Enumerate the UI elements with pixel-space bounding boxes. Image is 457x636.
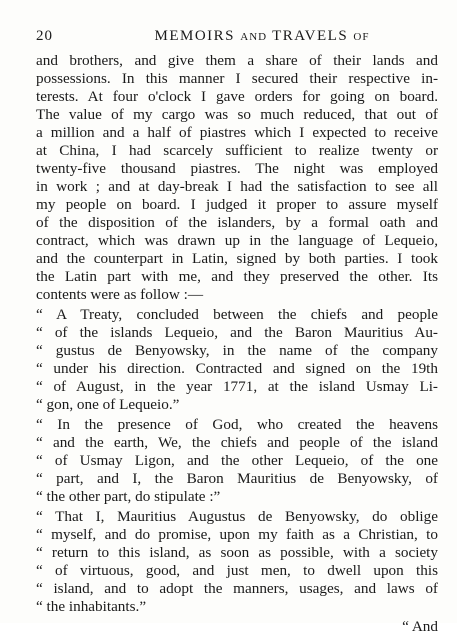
text-line: twenty-five thousand piastres. The night was employed [36, 160, 438, 177]
running-head [86, 28, 438, 45]
running-head-part-2: AND [240, 31, 268, 43]
text-line: my people on board. I judged it proper to assure myself [36, 196, 438, 213]
text-line: terests. At four o'clock I gave orders for going on board. [36, 88, 438, 105]
quote-line: “ under his direction. Contracted and signed on the 19th [36, 360, 438, 377]
page-header [36, 28, 438, 50]
quote-line: “ A Treaty, concluded between the chiefs and people [36, 306, 438, 323]
quote-line: “ of Usmay Ligon, and the other Lequeio, of the one [36, 452, 438, 469]
quote-line: “ myself, and do promise, upon my faith as a Christian, to [36, 526, 438, 543]
quote-line: “ of the islands Lequeio, and the Baron Mauritius Au- [36, 324, 438, 341]
text-line: of the disposition of the islanders, by a formal oath and [36, 214, 438, 231]
quote-line: “ gustus de Benyowsky, in the name of the company [36, 342, 438, 359]
running-head-part-3: TRAVELS [267, 28, 354, 44]
quote-line: “ In the presence of God, who created the heavens [36, 416, 438, 433]
text-line: the Latin part with me, and they preserved the other. Its [36, 268, 438, 285]
text-line: and the counterpart in Latin, signed by both parties. I took [36, 250, 438, 267]
text-line: a million and a half of piastres which I expected to receive [36, 124, 438, 141]
text-line: in work ; and at day-break I had the satisfaction to see all [36, 178, 438, 195]
catchword: “ And [402, 618, 438, 635]
text-line: The value of my cargo was so much reduced, that out of [36, 106, 438, 123]
text-line: contract, which was drawn up in the language of Lequeio, [36, 232, 438, 249]
quote-line: “ island, and to adopt the manners, usages, and laws of [36, 580, 438, 597]
quote-line: “ gon, one of Lequeio.” [36, 396, 180, 413]
text-line: contents were as follow :— [36, 286, 204, 303]
text-line: and brothers, and give them a share of their lands and [36, 52, 438, 69]
quote-line: “ That I, Mauritius Augustus de Benyowsky, do oblige [36, 508, 438, 525]
running-head-part-1: MEMOIRS [154, 28, 241, 44]
quote-line: “ of August, in the year 1771, at the island Usmay Li- [36, 378, 438, 395]
quote-line: “ return to this island, as soon as possible, with a society [36, 544, 438, 561]
text-line: possessions. In this manner I secured their respective in- [36, 70, 438, 87]
running-head-part-4: OF [353, 31, 370, 43]
quote-line: “ the inhabitants.” [36, 598, 147, 615]
quote-line: “ of virtuous, good, and just men, to dwell upon this [36, 562, 438, 579]
text-line: at China, I had scarcely sufficient to realize twenty or [36, 142, 438, 159]
quote-line: “ the other part, do stipulate :” [36, 488, 221, 505]
quote-line: “ part, and I, the Baron Mauritius de Benyowsky, of [36, 470, 438, 487]
page-number: 20 [36, 28, 53, 44]
quote-line: “ and the earth, We, the chiefs and people of the island [36, 434, 438, 451]
